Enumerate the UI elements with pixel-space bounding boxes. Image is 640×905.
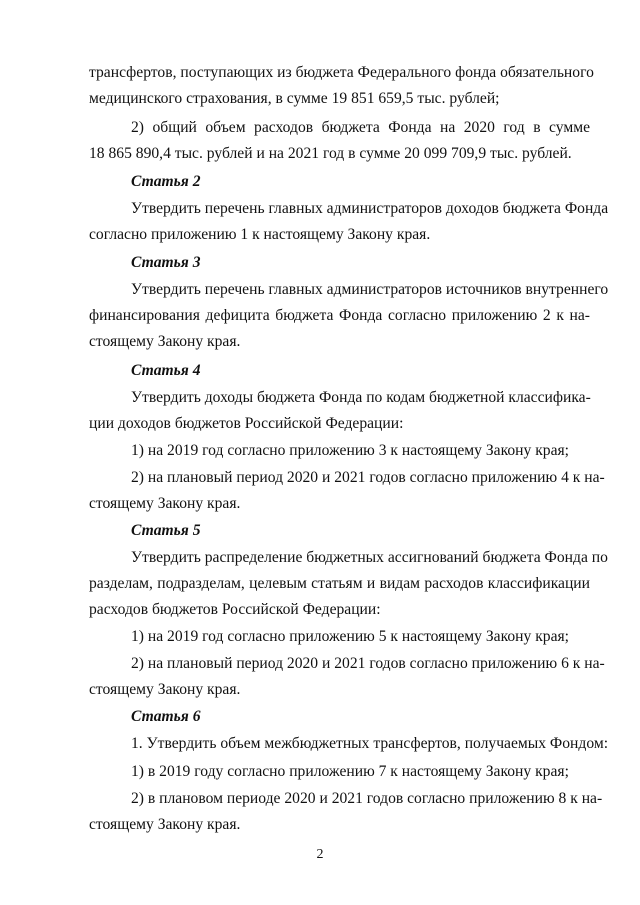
paragraph-line: 2) на плановый период 2020 и 2021 годов согласно приложению 4 к на- [131, 469, 605, 486]
paragraph-line: 1) на 2019 год согласно приложению 5 к настоящему Закону края; [131, 628, 570, 645]
paragraph-line: 1) в 2019 году согласно приложению 7 к настоящему Закону края; [131, 763, 569, 780]
paragraph-line: стоящему Закону края. [89, 816, 241, 833]
paragraph-line: стоящему Закону края. [89, 681, 241, 698]
paragraph-line: 1) на 2019 год согласно приложению 3 к настоящему Закону края; [131, 442, 570, 459]
article-heading: Статья 3 [131, 254, 201, 271]
paragraph-line: расходов бюджетов Российской Федерации: [89, 601, 381, 618]
article-heading: Статья 4 [131, 362, 201, 379]
article-heading: Статья 5 [131, 522, 201, 539]
paragraph-line: согласно приложению 1 к настоящему Закону края. [89, 226, 431, 243]
paragraph-line: Утвердить распределение бюджетных ассигнований бюджета Фонда по [131, 549, 608, 566]
article-heading: Статья 6 [131, 708, 201, 725]
page-number: 2 [316, 847, 324, 862]
paragraph-line: стоящему Закону края. [89, 333, 241, 350]
paragraph-line: Утвердить перечень главных администраторов источников внутреннего [131, 281, 609, 298]
paragraph-line: ции доходов бюджетов Российской Федерации: [89, 415, 404, 432]
paragraph-line: 2) на плановый период 2020 и 2021 годов согласно приложению 6 к на- [131, 655, 605, 672]
paragraph-line: стоящему Закону края. [89, 495, 241, 512]
paragraph-line: 1. Утвердить объем межбюджетных трансфертов, получаемых Фондом: [131, 735, 609, 752]
paragraph-line: 2) в плановом периоде 2020 и 2021 годов согласно приложению 8 к на- [131, 790, 603, 807]
paragraph-line: Утвердить доходы бюджета Фонда по кодам бюджетной классифика- [131, 389, 591, 406]
paragraph-line: Утвердить перечень главных администраторов доходов бюджета Фонда [131, 200, 609, 217]
paragraph-line: 18 865 890,4 тыс. рублей и на 2021 год в сумме 20 099 709,9 тыс. рублей. [89, 145, 572, 162]
paragraph-line: разделам, подразделам, целевым статьям и видам расходов классификации [89, 575, 590, 592]
paragraph-line: 2) общий объем расходов бюджета Фонда на 2020 год в сумме [131, 119, 590, 136]
paragraph-line: трансфертов, поступающих из бюджета Федерального фонда обязательного [89, 64, 594, 81]
paragraph-line: финансирования дефицита бюджета Фонда согласно приложению 2 к на- [89, 307, 590, 324]
paragraph-line: медицинского страхования, в сумме 19 851 659,5 тыс. рублей; [89, 90, 500, 107]
article-heading: Статья 2 [131, 173, 201, 190]
